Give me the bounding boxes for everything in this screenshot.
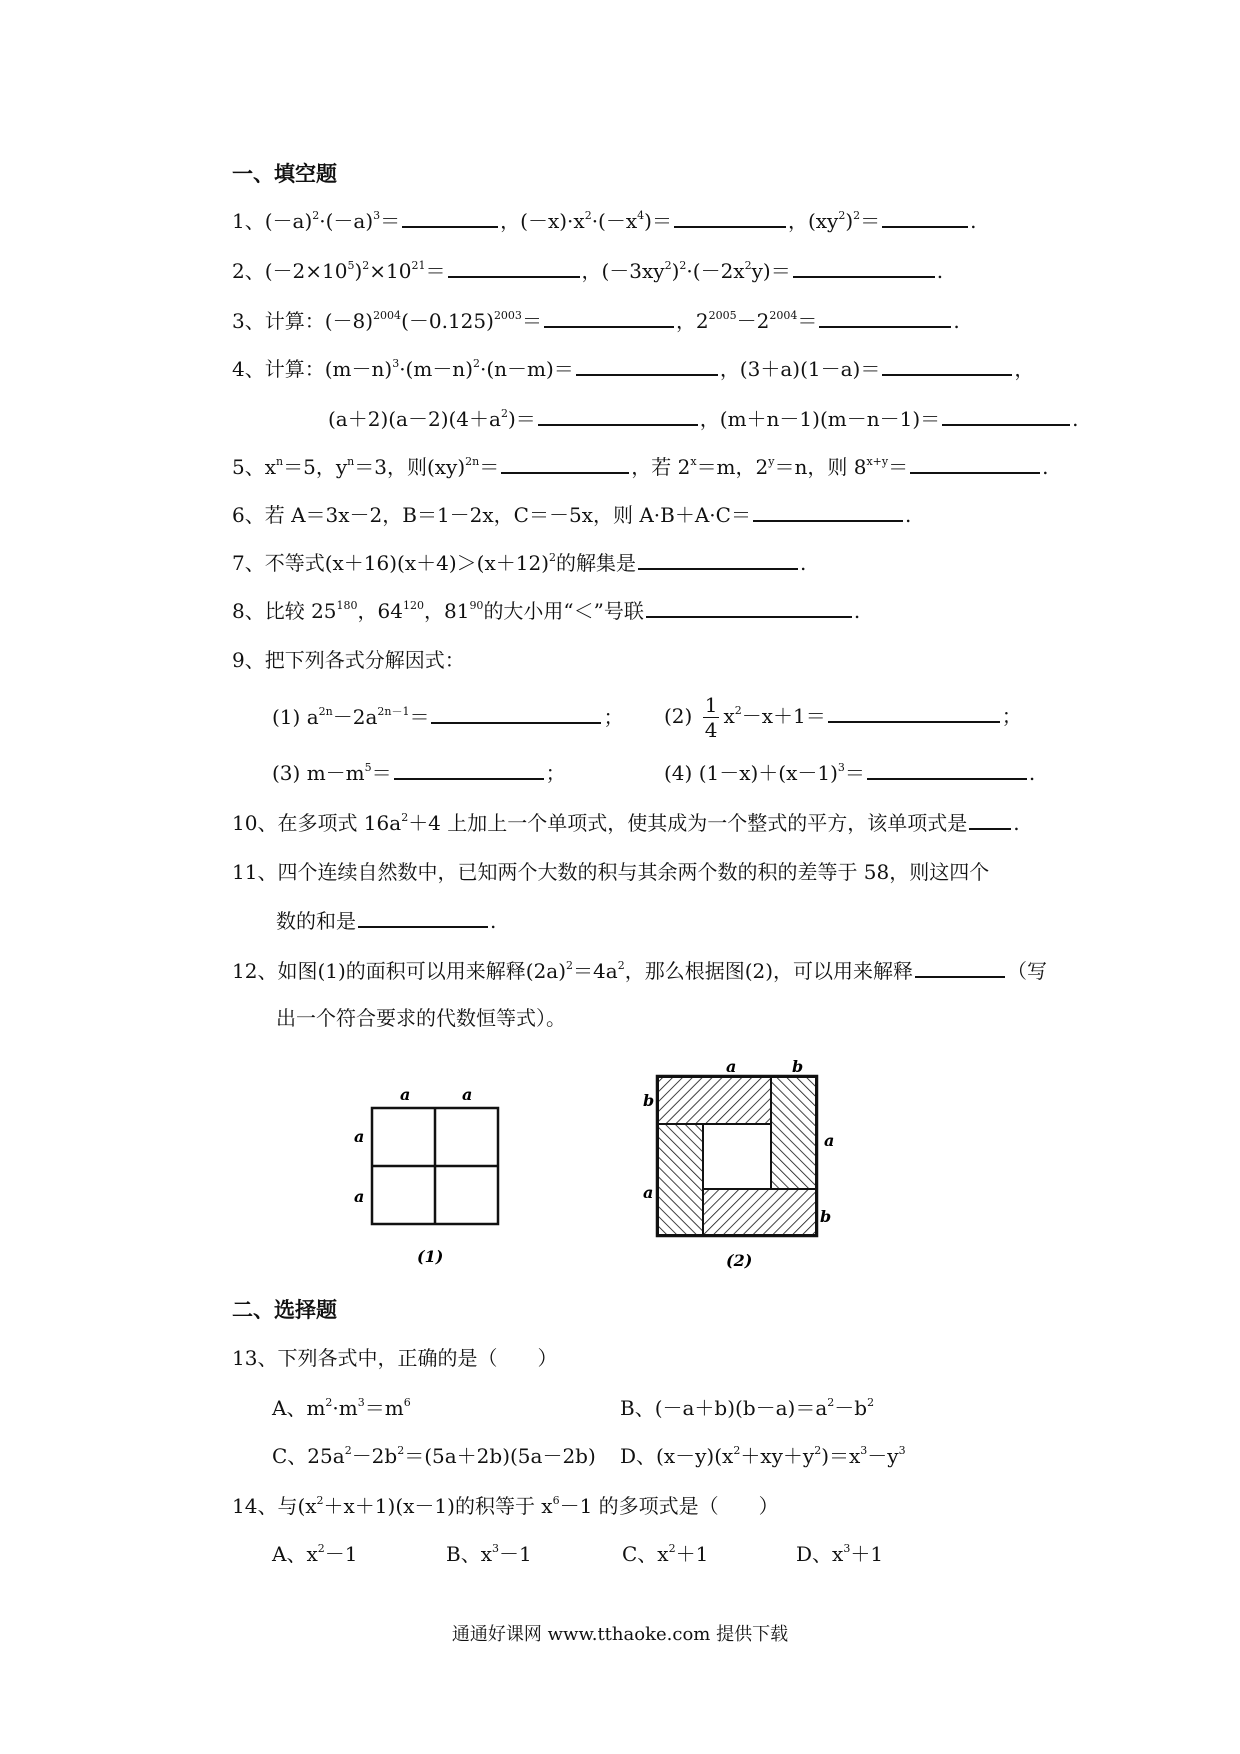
figure-2-caption: (2) bbox=[726, 1251, 753, 1270]
section-title-fill-in: 一、填空题 bbox=[232, 161, 337, 186]
question-13-option-d[interactable]: D、$(x-y)(x^2+xy+y^2)=x^3-y^3$ bbox=[620, 1444, 906, 1468]
question-5: 5、$x^n=5$，$y^n=3$，则(xy)$^{2n}$＝ ，若 $2^x=m$，$2^y=n$，则 $8^{x+y}=$ . bbox=[232, 452, 1048, 481]
answer-blank[interactable] bbox=[646, 596, 852, 618]
figure-2-label-a-top: a bbox=[726, 1060, 737, 1076]
section-title-multiple-choice: 二、选择题 bbox=[232, 1297, 337, 1322]
question-9: 9、把下列各式分解因式： bbox=[232, 648, 465, 672]
answer-blank[interactable] bbox=[538, 404, 698, 426]
question-9-part-1: (1) $a^{2n}-2a^{2n-1}=$ ； bbox=[272, 702, 623, 731]
question-4-line-2: $(a+2)(a-2)(4+a^2)=$ ，(m＋n－1)(m－n－1)＝ . bbox=[328, 404, 1079, 433]
page-footer: 通通好课网 www.tthaoke.com 提供下载 bbox=[451, 1624, 789, 1645]
question-14-option-c[interactable]: C、$x^2+1$ bbox=[622, 1542, 709, 1566]
question-3: 3、计算：$(-8)^{2004}(-0.125)^{2003}=$ ，$2^{2005}-2^{2004}=$ . bbox=[232, 306, 960, 335]
answer-blank[interactable] bbox=[828, 701, 1000, 723]
question-11-line-2: 数的和是 . bbox=[276, 906, 496, 935]
answer-blank[interactable] bbox=[882, 354, 1012, 376]
fraction-one-quarter: $\frac{1}{4}$ bbox=[704, 693, 718, 742]
figure-2-label-a-right: a bbox=[824, 1131, 835, 1150]
question-9-part-3: (3) $m-m^5=$ ； bbox=[272, 758, 566, 787]
question-6: 6、若 A＝3x－2，B＝1－2x，C＝－5x，则 A·B＋A·C＝ . bbox=[232, 500, 911, 529]
figure-2-bottom-rectangle bbox=[703, 1189, 816, 1235]
figure-2-label-b-right: b bbox=[820, 1207, 832, 1226]
answer-blank[interactable] bbox=[867, 758, 1027, 780]
figure-1-caption: (1) bbox=[417, 1247, 444, 1266]
question-13-option-a[interactable]: A、$m^2\cdot m^3=m^6$ bbox=[272, 1396, 411, 1420]
question-4: 4、计算：$(m-n)^3\cdot(m-n)^2\cdot(n-m)=$ ，(3＋a)(1－a)＝ ， bbox=[232, 354, 1034, 383]
question-13: 13、下列各式中，正确的是（ ） bbox=[232, 1346, 558, 1370]
figure-1-label-a-left-lower: a bbox=[354, 1187, 365, 1206]
question-14: 14、与$(x^2+x+1)(x-1)$的积等于 $x^6-1$ 的多项式是（ ） bbox=[232, 1494, 779, 1518]
question-7: 7、不等式$(x+16)(x+4)>(x+12)^2$的解集是 . bbox=[232, 548, 806, 577]
answer-blank[interactable] bbox=[882, 206, 968, 228]
answer-blank[interactable] bbox=[501, 452, 629, 474]
figure-1 bbox=[340, 1080, 520, 1280]
answer-blank[interactable] bbox=[544, 306, 674, 328]
question-9-part-4: (4) $(1-x)+(x-1)^3=$ . bbox=[664, 758, 1035, 787]
answer-blank[interactable] bbox=[942, 404, 1070, 426]
figure-2-top-rectangle bbox=[658, 1077, 771, 1124]
question-12-line-2: 出一个符合要求的代数恒等式）。 bbox=[276, 1006, 566, 1030]
answer-blank[interactable] bbox=[910, 452, 1040, 474]
answer-blank[interactable] bbox=[915, 956, 1005, 978]
question-14-option-b[interactable]: B、$x^3-1$ bbox=[446, 1542, 532, 1566]
answer-blank[interactable] bbox=[819, 306, 951, 328]
question-10: 10、在多项式 $16a^2+4$ 上加上一个单项式，使其成为一个整式的平方，该单项式是 . bbox=[232, 808, 1020, 837]
answer-blank[interactable] bbox=[793, 256, 935, 278]
answer-blank[interactable] bbox=[969, 808, 1011, 830]
figure-2-label-a-left: a bbox=[643, 1183, 654, 1202]
question-11: 11、四个连续自然数中，已知两个大数的积与其余两个数的积的差等于 58，则这四个 bbox=[232, 860, 990, 884]
answer-blank[interactable] bbox=[394, 758, 544, 780]
figure-2 bbox=[640, 1060, 870, 1280]
question-2: 2、$(-2\times 10^5)^2\times 10^{21}=$ ，$(-3xy^2)^2\cdot(-2x^2y)=$ . bbox=[232, 256, 943, 285]
answer-blank[interactable] bbox=[753, 500, 903, 522]
figure-1-label-a-left-upper: a bbox=[354, 1127, 365, 1146]
question-14-option-a[interactable]: A、$x^2-1$ bbox=[272, 1542, 358, 1566]
answer-blank[interactable] bbox=[448, 256, 580, 278]
question-13-option-b[interactable]: B、$(-a+b)(b-a)=a^2-b^2$ bbox=[620, 1396, 875, 1420]
question-9-part-2: (2) $\frac{1}{4}$ $x^2-x+1=$ ； bbox=[664, 693, 1022, 742]
figure-2-label-b-top: b bbox=[792, 1060, 804, 1076]
question-8: 8、比较 $25^{180}$，$64^{120}$，$81^{90}$的大小用“＜”号联 . bbox=[232, 596, 860, 625]
figure-1-label-a-top-left: a bbox=[400, 1085, 411, 1104]
figure-2-label-b-left: b bbox=[643, 1091, 655, 1110]
question-14-option-d[interactable]: D、$x^3+1$ bbox=[796, 1542, 884, 1566]
question-12: 12、如图(1)的面积可以用来解释$(2a)^2=4a^2$，那么根据图(2)，可以用来解释 （写 bbox=[232, 956, 1047, 985]
answer-blank[interactable] bbox=[576, 354, 718, 376]
figure-2-left-rectangle bbox=[658, 1124, 703, 1235]
answer-blank[interactable] bbox=[674, 206, 786, 228]
figure-1-label-a-top-right: a bbox=[462, 1085, 473, 1104]
question-13-option-c[interactable]: C、$25a^2-2b^2=(5a+2b)(5a-2b)$ bbox=[272, 1444, 596, 1468]
figure-2-right-rectangle bbox=[771, 1077, 816, 1189]
answer-blank[interactable] bbox=[358, 906, 488, 928]
answer-blank[interactable] bbox=[638, 548, 798, 570]
answer-blank[interactable] bbox=[402, 206, 498, 228]
answer-blank[interactable] bbox=[431, 702, 601, 724]
question-1: 1、$(-a)^2\cdot(-a)^3=$ ，$(-x)\cdot x^2\cdot(-x^4)=$ ，$(xy^2)^2=$ . bbox=[232, 206, 977, 235]
